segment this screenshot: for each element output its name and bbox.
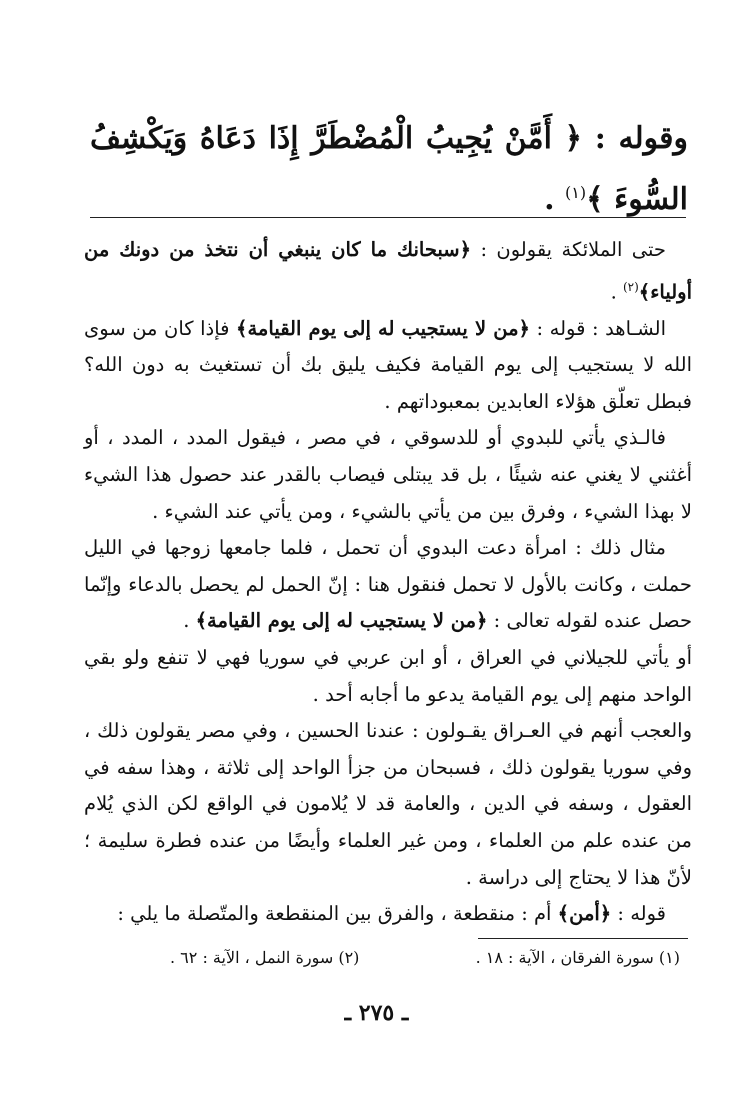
verse-text: ﴿ أَمَّنْ يُجِيبُ الْمُضْطَرَّ إِذَا دَعَاهُ وَيَكْشِفُ السُّوءَ ﴾ (90, 121, 688, 217)
page-number: ـ ٢٧٥ ـ (344, 1000, 409, 1026)
paragraph-4 (84, 530, 692, 640)
paragraph-7 (84, 896, 692, 933)
paragraph-1 (84, 232, 692, 311)
paragraph-2-text: الشـاهد : قوله : (529, 316, 666, 340)
paragraph-2 (84, 311, 692, 421)
paragraph-7-rest: أم : منقطعة ، والفرق بين المنقطعة والمتّصلة ما يلي : (117, 902, 558, 926)
verse-line (90, 112, 688, 227)
footnote-divider (478, 938, 688, 939)
paragraph-4-text: مثال ذلك : امرأة دعت البدوي أن تحمل ، فلما جامعها زوجها في الليل حملت ، وكانت بالأول لا تحمل فنقول هنا : إنّ الحمل لم يحصل بالدعاء وإنّما حصل عنده لقوله تعالى : (84, 536, 692, 633)
paragraph-1-quote: ﴿سبحانك ما كان ينبغي أن نتخذ من دونك من أولياء﴾ (84, 238, 692, 304)
verse-end: . (544, 182, 555, 217)
paragraph-7-quote: ﴿أمن﴾ (557, 902, 612, 926)
verse-footnote-ref: (١) (565, 183, 587, 202)
quranic-verse-header (90, 112, 688, 227)
header-divider (90, 217, 686, 218)
paragraph-4-quote: ﴿من لا يستجيب له إلى يوم القيامة﴾ (195, 609, 488, 633)
paragraph-2-quote: ﴿من لا يستجيب له إلى يوم القيامة﴾ (236, 316, 530, 340)
paragraph-3: فالـذي يأتي للبدوي أو للدسوقي ، في مصر ، فيقول المدد ، المدد ، أو أغثني لا يغني عنه شيئًا ، بل قد يبتلى فيصاب بالقدر عند حصول هذا الشيء لا بهذا الشيء ، وفرق بين من يأتي بالشيء ، ومن يأتي عند الشيء . (84, 426, 692, 523)
paragraph-1-footnote-ref: (٢) (622, 279, 639, 294)
footnotes (170, 946, 680, 970)
paragraph-2-rest: فإذا كان من سوى الله لا يستجيب إلى يوم القيامة فكيف يليق بك أن تستغيث به دون الله؟ فبطل تعلّق هؤلاء العابدين بمعبوداتهم . (84, 316, 692, 413)
commentary-body (84, 232, 692, 933)
paragraph-6: والعجب أنهم في العـراق يقـولون : عندنا الحسين ، وفي مصر يقولون ذلك ، وفي سوريا يقولون ذلك ، فسبحان من جزأ الواحد إلى ثلاثة ، وهذا سفه في العقول ، وسفه في الدين ، والعامة قد لا يُلامون في الواقع لكن الذي يُلام من عنده علم من العلماء ، ومن غير العلماء وأيضًا من عنده فطرة سليمة ؛ لأنّ هذا لا يحتاج إلى دراسة . (84, 719, 692, 889)
paragraph-4-end: . (183, 609, 196, 633)
footnote-1: (١) سورة الفرقان ، الآية : ١٨ . (475, 948, 680, 967)
verse-intro: وقوله : (594, 121, 688, 156)
paragraph-5: أو يأتي للجيلاني في العراق ، أو ابن عربي في سوريا فهي لا تنفع ولو بقي الواحد منهم إلى يوم القيامة يدعو ما أجابه أحد . (84, 646, 692, 706)
paragraph-1-text: حتى الملائكة يقولون : (471, 238, 666, 261)
paragraph-1-end: . (610, 280, 623, 304)
footnote-2: (٢) سورة النمل ، الآية : ٦٢ . (170, 948, 360, 967)
paragraph-7-text: قوله : (611, 902, 666, 926)
